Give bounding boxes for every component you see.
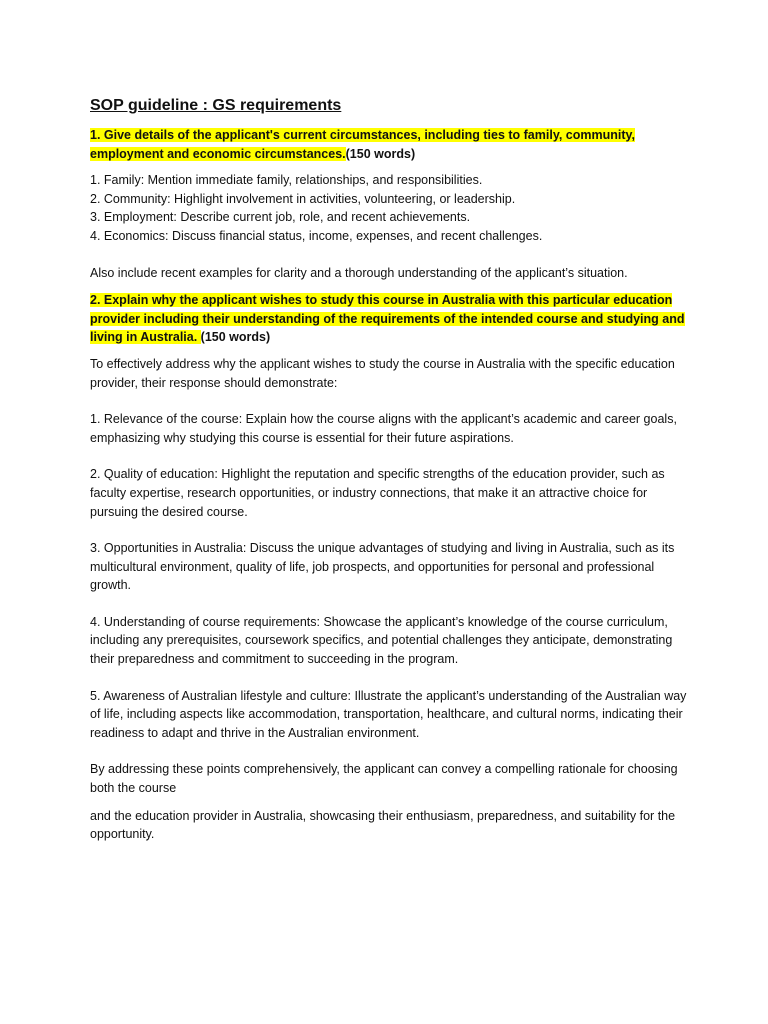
section1-question-highlight: 1. Give details of the applicant's current circumstances, including ties to family, community, employment and economic circumstances. xyxy=(90,128,636,161)
document-body xyxy=(90,96,690,844)
section2-word-limit: (150 words) xyxy=(200,330,271,345)
section2-point: 2. Quality of education: Highlight the reputation and specific strengths of the education provider, such as faculty expertise, research opportunities, or industry connections, that make it an attractive choice for pursuing the desired course. xyxy=(90,467,665,519)
list-item: 1. Family: Mention immediate family, relationships, and responsibilities. xyxy=(90,173,483,188)
section2-point: 4. Understanding of course requirements: Showcase the applicant’s knowledge of the course curriculum, including any prerequisites, coursework specifics, and potential challenges they anticipate, demonstrating their preparedness and commitment to succeeding in the program. xyxy=(90,614,673,667)
section2-point: 5. Awareness of Australian lifestyle and culture: Illustrate the applicant’s understanding of the Australian way of life, including aspects like accommodation, transportation, healthcare, and cultural norms, indicating their readiness to adapt and thrive in the Australian environment. xyxy=(90,688,687,740)
section1-note: Also include recent examples for clarity and a thorough understanding of the applicant’s situation. xyxy=(90,265,628,280)
section2-question xyxy=(90,291,690,347)
section2-intro: To effectively address why the applicant wishes to study the course in Australia with the specific education provider, their response should demonstrate: xyxy=(90,356,675,390)
list-item: 4. Economics: Discuss financial status, income, expenses, and recent challenges. xyxy=(90,228,543,243)
section2-conclusion: By addressing these points comprehensively, the applicant can convey a compelling rationale for choosing both the course xyxy=(90,762,678,796)
section2-question-highlight: 2. Explain why the applicant wishes to study this course in Australia with this particular education provider including their understanding of the requirements of the intended course and studying and living in Australia. xyxy=(90,293,685,345)
page-title: SOP guideline : GS requirements xyxy=(90,97,342,114)
section1-word-limit: (150 words) xyxy=(345,146,416,161)
section2-conclusion-continued: and the education provider in Australia, showcasing their enthusiasm, preparedness, and suitability for the opportunity. xyxy=(90,808,676,842)
list-item: 3. Employment: Describe current job, role, and recent achievements. xyxy=(90,210,471,225)
section1-question xyxy=(90,126,690,163)
section1-list xyxy=(90,171,690,245)
section2-point: 3. Opportunities in Australia: Discuss the unique advantages of studying and living in Australia, such as its multicultural environment, quality of life, job prospects, and opportunities for personal and professional growth. xyxy=(90,541,675,593)
list-item: 2. Community: Highlight involvement in activities, volunteering, or leadership. xyxy=(90,191,516,206)
section2-point: 1. Relevance of the course: Explain how the course aligns with the applicant’s academic and career goals, emphasizing why studying this course is essential for their future aspirations. xyxy=(90,412,677,445)
